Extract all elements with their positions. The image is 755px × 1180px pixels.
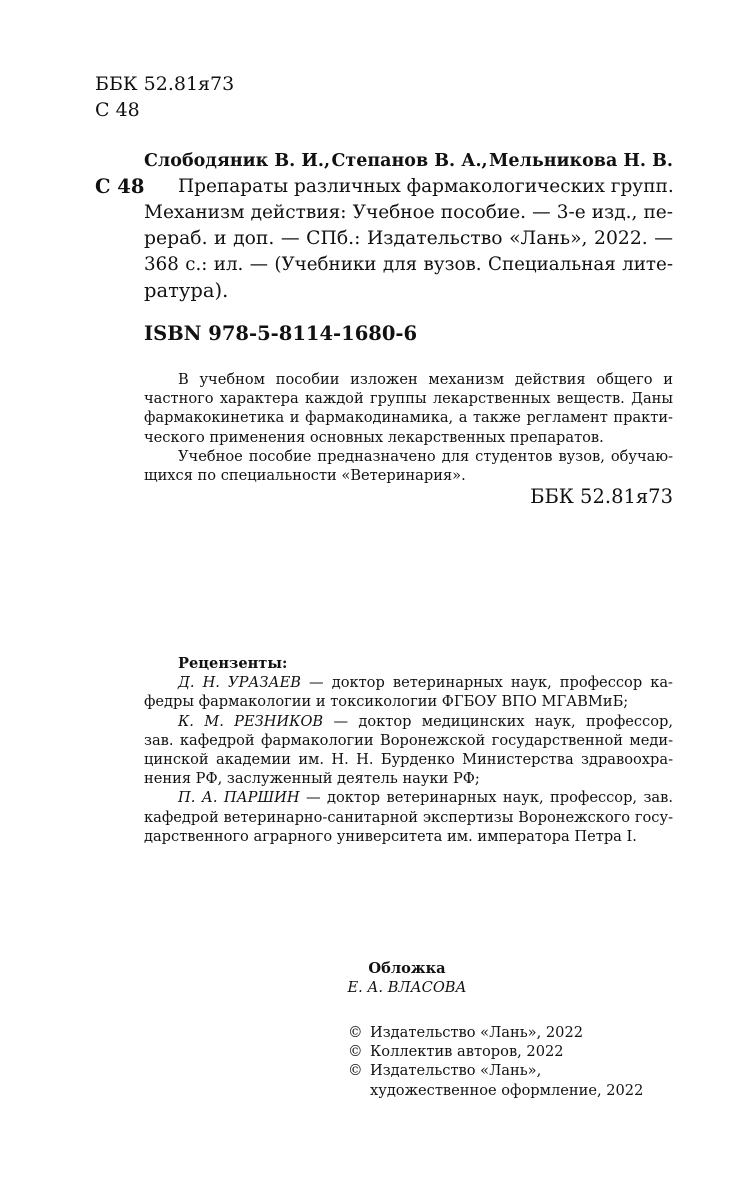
reviewer-name: П. А. ПАРШИН [178, 789, 300, 807]
authors-line [144, 148, 673, 174]
reviewer-1 [144, 673, 673, 692]
bbk-code-top: ББК 52.81я73 [95, 73, 235, 95]
reviewers-title: Рецензенты: [178, 655, 288, 672]
reviewer-2 [144, 712, 673, 731]
copyright-block [348, 1023, 643, 1100]
bib-line: 368 с.: ил. — (Учебники для вузов. Специальная лите- [144, 254, 673, 275]
copyright-icon: © [348, 1024, 363, 1041]
copyright-text: Издательство «Лань», 2022 [370, 1024, 584, 1041]
reviewer-line: нения РФ, заслуженный деятель науки РФ; [144, 770, 480, 788]
reviewer-text: — доктор ветеринарных наук, профессор, зав. [299, 789, 673, 807]
reviewer-text: — доктор ветеринарных наук, профессор ка- [300, 674, 673, 692]
bbk-header [95, 71, 234, 123]
reviewer-name: Д. Н. УРАЗАЕВ [178, 674, 301, 692]
reviewer-name: К. М. РЕЗНИКОВ [178, 712, 324, 730]
bibliographic-description [144, 174, 673, 304]
abstract-line: Учебное пособие предназначено для студентов вузов, обучаю- [178, 447, 673, 465]
reviewer-line: кафедрой ветеринарно-санитарной экспертизы Воронежского госу- [144, 808, 673, 826]
copyright-item [348, 1042, 643, 1061]
reviewer-text: — доктор медицинских наук, профессор, [323, 712, 674, 730]
abstract-line: фармакокинетика и фармакодинамика, а также регламент практи- [144, 409, 673, 427]
abstract-line: ческого применения основных лекарственных препаратов. [144, 428, 604, 446]
abstract-line: В учебном пособии изложен механизм действия общего и [178, 371, 673, 388]
cover-title: Обложка [368, 960, 446, 977]
bib-line: Препараты различных фармакологических групп. [178, 176, 674, 197]
abstract [144, 370, 673, 485]
copyright-icon: © [348, 1043, 363, 1061]
reviewer-line: зав. кафедрой фармакологии Воронежской государственной меди- [144, 731, 673, 749]
author-sign-top: С 48 [95, 99, 140, 121]
abstract-line: щихся по специальности «Ветеринария». [144, 467, 466, 485]
copyright-item [348, 1061, 643, 1080]
reviewer-3 [144, 788, 673, 807]
bib-line: Механизм действия: Учебное пособие. — 3-е изд., пе- [144, 202, 673, 223]
author-sign-side: С 48 [95, 175, 145, 198]
reviewer-line: дарственного аграрного университета им. императора Петра I. [144, 827, 637, 845]
abstract-line: частного характера каждой группы лекарственных веществ. Даны [144, 390, 673, 408]
copyright-text: художественное оформление, 2022 [370, 1081, 644, 1099]
bib-line: рераб. и доп. — СПб.: Издательство «Лань», 2022. — [144, 228, 673, 249]
bbk-code-bottom: ББК 52.81я73 [530, 485, 673, 508]
author-3: Мельникова Н. В. [488, 151, 673, 171]
cover-artist: Е. А. ВЛАСОВА [347, 979, 467, 997]
isbn: ISBN 978-5-8114-1680-6 [144, 322, 418, 345]
cover-credit [307, 959, 507, 997]
copyright-item [348, 1023, 643, 1042]
author-2: Степанов В. А., [331, 151, 488, 171]
copyright-item-continuation [348, 1081, 643, 1100]
reviewer-line: цинской академии им. Н. Н. Бурденко Министерства здравоохра- [144, 751, 673, 769]
reviewer-line: федры фармакологии и токсикологии ФГБОУ ВПО МГАВМиБ; [144, 693, 629, 711]
bib-line: ратура). [144, 279, 229, 302]
author-1: Слободяник В. И., [144, 151, 331, 171]
copyright-text: Коллектив авторов, 2022 [370, 1043, 564, 1061]
reviewers-block [144, 654, 673, 846]
copyright-icon: © [348, 1062, 363, 1080]
copyright-text: Издательство «Лань», [370, 1062, 542, 1080]
